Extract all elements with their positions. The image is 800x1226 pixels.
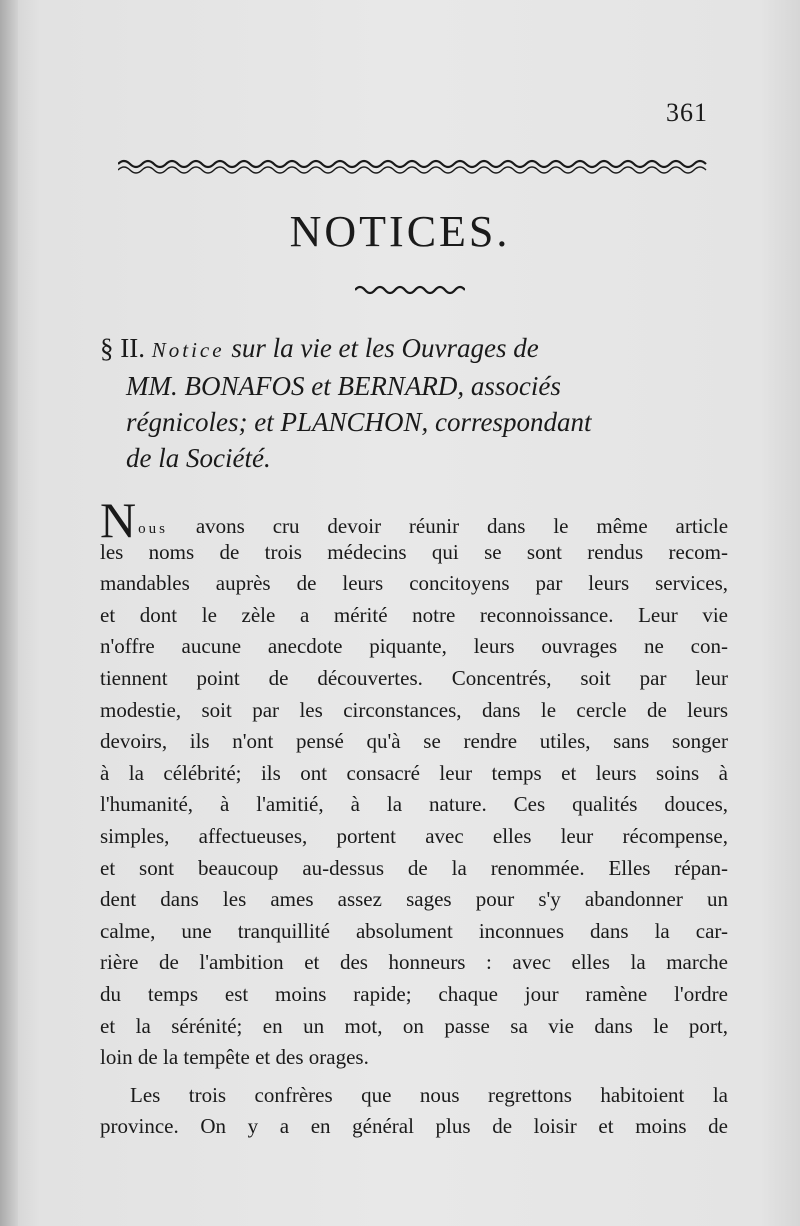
body-text [100,492,729,1143]
section-heading: NOTICES. [289,207,511,256]
text-line: l'humanité, à l'amitié, à la nature. Ces qualités douces, [100,792,728,817]
text-line: et sont beaucoup au-dessus de la renommée. Elles répan- [100,855,728,880]
notice-word: Notice [151,338,225,362]
text-line: rière de l'ambition et des honneurs : avec elles la marche [100,950,728,975]
page-gutter-shadow [0,0,18,1226]
text-line: n'offre aucune anecdote piquante, leurs ouvrages ne con- [100,634,728,659]
text-line: devoirs, ils n'ont pensé qu'à se rendre utiles, sans songer [100,729,728,754]
wavy-rule-top-line1 [118,161,706,167]
page-number: 361 [666,98,708,127]
drop-cap: N [100,492,137,548]
text-line: Les trois confrères que nous regrettons habitoient la [130,1082,728,1107]
wavy-rule-small-line [355,287,465,293]
text-line: à la célébrité; ils ont consacré leur temps et leurs soins à [100,760,728,785]
text-line: et la sérénité; en un mot, on passe sa vie dans le port, [100,1013,728,1038]
wavy-rule-top [118,150,708,180]
text-line: province. On y a en général plus de loisir et moins de [100,1114,728,1139]
text-line: les noms de trois médecins qui se sont rendus recom- [100,539,728,564]
text-line: dent dans les ames assez sages pour s'y abandonner un [100,887,728,912]
notice-title-rest: sur la vie et les Ouvrages de [231,333,539,363]
notice-title-line-1 [100,330,730,368]
section-mark: § II. [100,333,145,363]
text-line-content: avons cru devoir réunir dans le même article [195,514,729,538]
text-line: et dont le zèle a mérité notre reconnoissance. Leur vie [100,602,728,627]
text-line: mandables auprès de leurs concitoyens par leurs services, [100,571,728,596]
text-line: calme, une tranquillité absolument inconnues dans la car- [100,918,728,943]
notice-title [100,330,730,476]
notice-title-line-3: régnicoles; et PLANCHON, correspondant [126,407,592,437]
notice-title-line-2: MM. BONAFOS et BERNARD, associés [126,371,561,401]
text-line: simples, affectueuses, portent avec elles leur récompense, [100,823,728,848]
text-line: tiennent point de découvertes. Concentrés, soit par leur [100,665,728,690]
first-word-rest: ous [138,521,168,537]
wavy-rule-small [355,280,465,300]
text-line: modestie, soit par les circonstances, dans le cercle de leurs [100,697,728,722]
text-line: du temps est moins rapide; chaque jour ramène l'ordre [100,981,728,1006]
text-line [100,492,729,548]
notice-title-line-4: de la Société. [126,443,271,473]
text-line: loin de la tempête et des orages. [100,1045,369,1070]
